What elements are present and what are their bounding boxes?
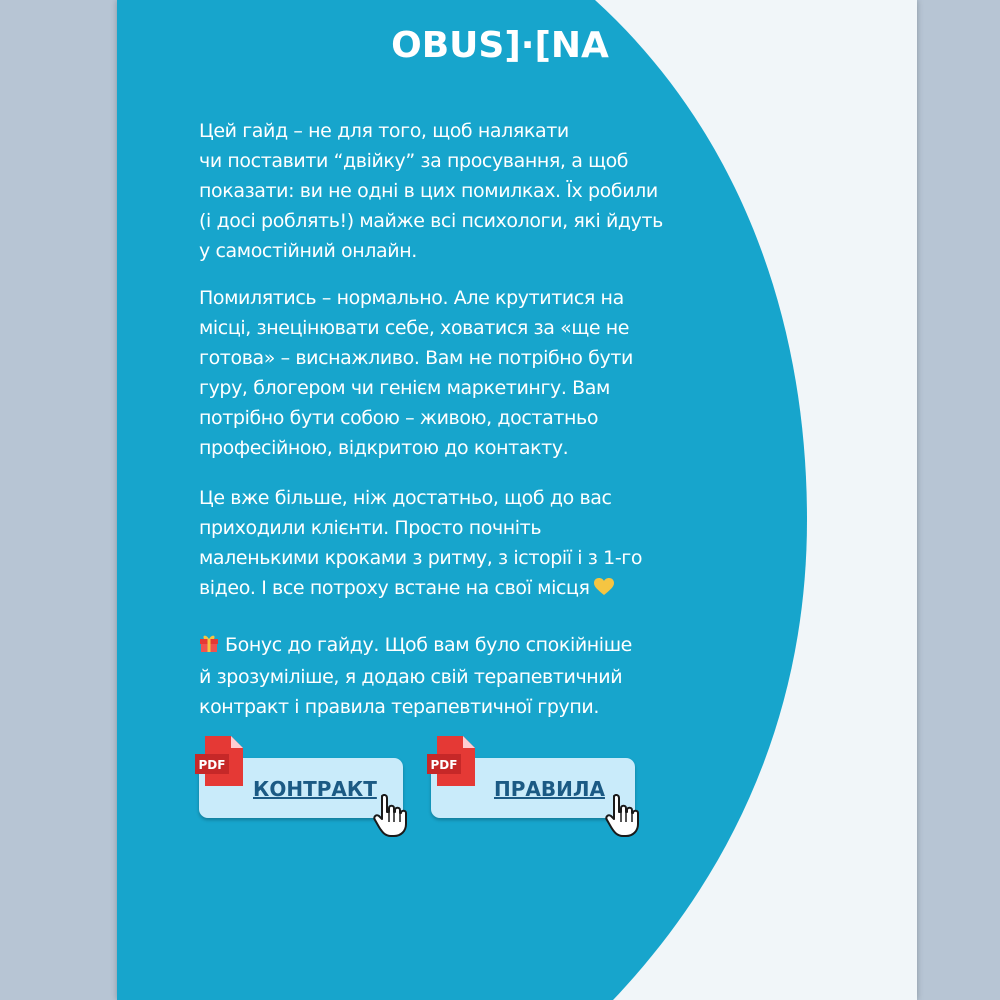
paragraph-line: місці, знецінювати себе, ховатися за «ще не xyxy=(199,317,630,339)
paragraph-line: Це вже більше, ніж достатньо, щоб до вас xyxy=(199,487,612,509)
paragraph-line: контракт і правила терапевтичної групи. xyxy=(199,696,599,718)
pdf-file-icon xyxy=(195,736,245,792)
paragraph-line: Бонус до гайду. Щоб вам було спокійніше xyxy=(225,634,632,656)
pointing-hand-icon xyxy=(605,794,645,842)
pdf-badge-text: PDF xyxy=(198,758,226,772)
paragraph-line: Помилятись – нормально. Але крутитися на xyxy=(199,287,624,309)
yellow-heart-icon xyxy=(594,575,614,605)
guide-page xyxy=(117,0,917,1000)
paragraph-line: у самостійний онлайн. xyxy=(199,240,417,262)
rules-button-label[interactable]: ПРАВИЛА xyxy=(494,777,605,801)
paragraph-line: гуру, блогером чи генієм маркетингу. Вам xyxy=(199,377,610,399)
intro-paragraph xyxy=(199,116,759,266)
paragraph-line: чи поставити “двійку” за просування, а щоб xyxy=(199,150,629,172)
paragraph-line: й зрозуміліше, я додаю свій терапевтичний xyxy=(199,666,623,688)
pdf-badge-text: PDF xyxy=(430,758,458,772)
paragraph-line: приходили клієнти. Просто почніть xyxy=(199,517,542,539)
paragraph-line: маленькими кроками з ритму, з історії і з 1-го xyxy=(199,547,643,569)
gift-icon xyxy=(199,632,219,662)
paragraph-line: відео. І все потроху встане на свої місця xyxy=(199,577,590,599)
contract-pdf-button[interactable] xyxy=(199,758,403,818)
paragraph-line: потрібно бути собою – живою, достатньо xyxy=(199,407,599,429)
paragraph-line: Цей гайд – не для того, щоб налякати xyxy=(199,120,569,142)
rules-pdf-button[interactable] xyxy=(431,758,635,818)
paragraph-line-with-heart xyxy=(199,573,759,605)
contract-button-label[interactable]: КОНТРАКТ xyxy=(253,777,377,801)
brand-logo: OBUS]·[NA xyxy=(391,25,609,66)
paragraph-line: готова» – виснажливо. Вам не потрібно бути xyxy=(199,347,633,369)
mistakes-paragraph xyxy=(199,283,759,463)
bonus-paragraph xyxy=(199,630,759,722)
pdf-file-icon xyxy=(427,736,477,792)
paragraph-line-with-gift xyxy=(199,630,759,662)
encouragement-paragraph xyxy=(199,483,759,605)
paragraph-line: професійною, відкритою до контакту. xyxy=(199,437,569,459)
paragraph-line: показати: ви не одні в цих помилках. Їх робили xyxy=(199,180,658,202)
paragraph-line: (і досі роблять!) майже всі психологи, які йдуть xyxy=(199,210,663,232)
pointing-hand-icon xyxy=(373,794,413,842)
